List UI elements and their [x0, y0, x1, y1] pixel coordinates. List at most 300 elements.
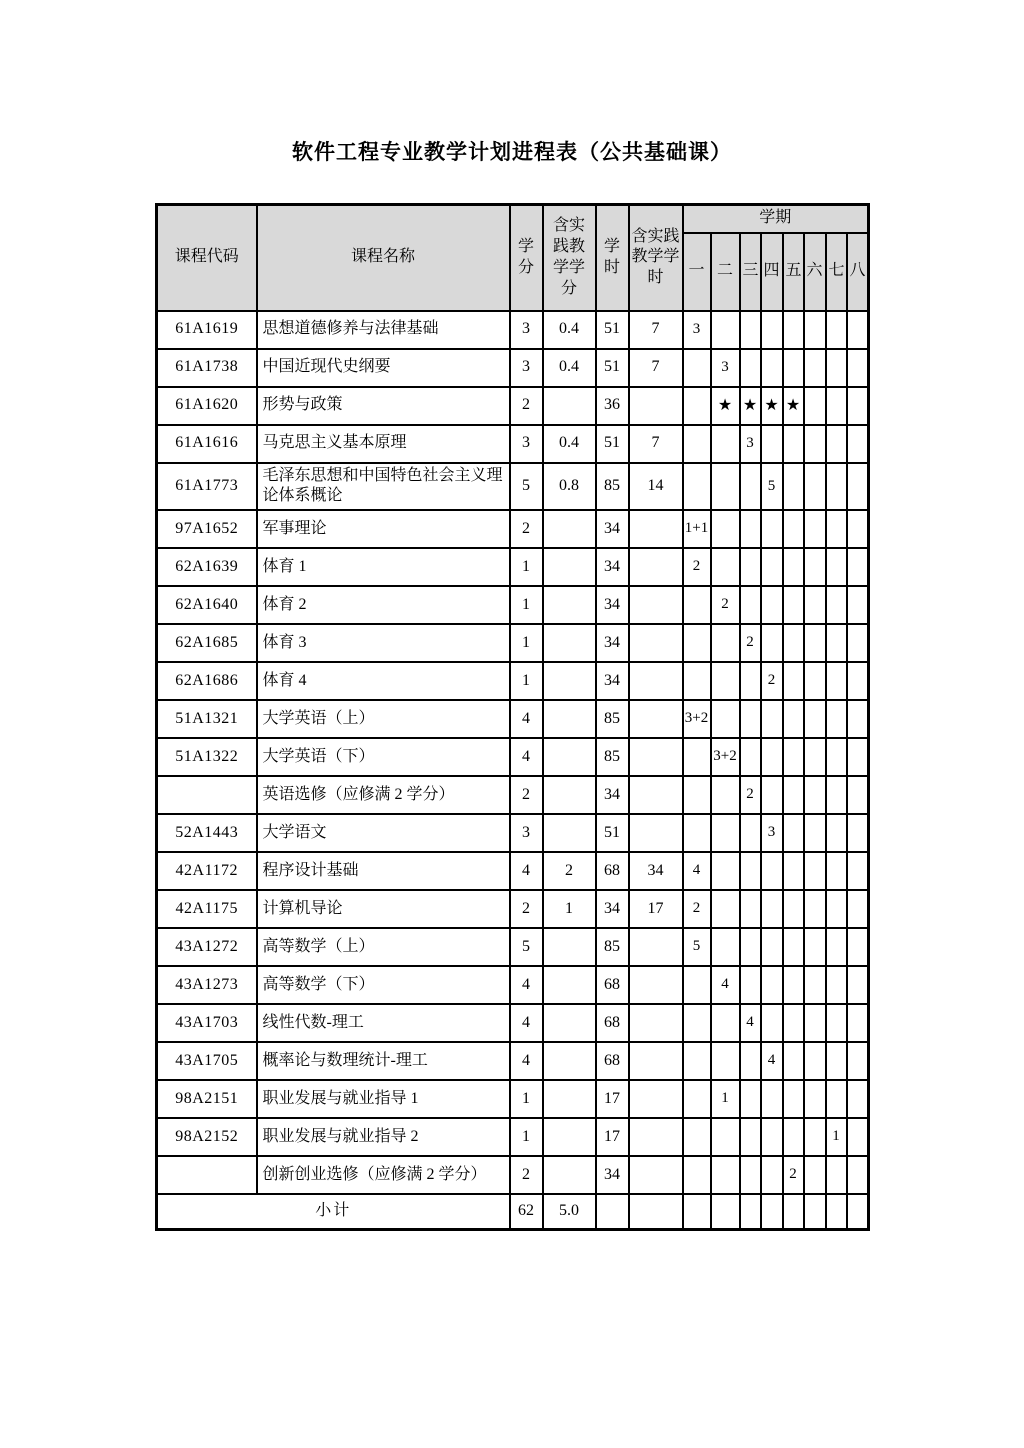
semester-cell [847, 738, 869, 776]
semester-cell [826, 1042, 847, 1080]
semester-cell [847, 662, 869, 700]
subtotal-hours [596, 1194, 629, 1229]
practice-hours-cell: 14 [629, 463, 683, 511]
semester-cell [740, 510, 761, 548]
semester-cell [761, 1004, 783, 1042]
semester-cell [804, 776, 826, 814]
semester-cell [740, 738, 761, 776]
semester-cell [683, 814, 711, 852]
hours-cell: 68 [596, 852, 629, 890]
semester-cell [783, 890, 804, 928]
credits-cell: 1 [510, 662, 543, 700]
semester-cell [826, 586, 847, 624]
course-code-cell [157, 1156, 257, 1194]
semester-cell [740, 1156, 761, 1194]
semester-cell [847, 776, 869, 814]
header-practice-hours: 含实践教学学时 [629, 205, 683, 311]
semester-cell [711, 548, 740, 586]
header-semester-6: 六 [804, 233, 826, 311]
header-semester: 学期 [683, 205, 869, 233]
credits-cell: 2 [510, 776, 543, 814]
semester-cell [804, 966, 826, 1004]
practice-credits-cell: 0.8 [543, 463, 596, 511]
subtotal-semester-cell [826, 1194, 847, 1229]
semester-cell [847, 966, 869, 1004]
semester-cell [683, 662, 711, 700]
hours-cell: 34 [596, 776, 629, 814]
credits-cell: 2 [510, 890, 543, 928]
credits-cell: 1 [510, 586, 543, 624]
semester-cell [761, 890, 783, 928]
course-code-cell: 61A1616 [157, 425, 257, 463]
header-practice-credits: 含实践教学学分 [543, 205, 596, 311]
semester-cell [783, 700, 804, 738]
semester-cell [711, 776, 740, 814]
practice-hours-cell [629, 548, 683, 586]
course-name-cell: 英语选修（应修满 2 学分） [257, 776, 510, 814]
course-code-cell: 98A2151 [157, 1080, 257, 1118]
semester-cell [783, 1118, 804, 1156]
subtotal-semester-cell [783, 1194, 804, 1229]
course-code-cell: 61A1620 [157, 387, 257, 425]
semester-cell [683, 624, 711, 662]
semester-cell [783, 624, 804, 662]
semester-cell [783, 1004, 804, 1042]
semester-cell: 2 [683, 890, 711, 928]
practice-hours-cell [629, 738, 683, 776]
semester-cell [783, 425, 804, 463]
semester-cell [826, 776, 847, 814]
subtotal-semester-cell [711, 1194, 740, 1229]
course-row [157, 1004, 869, 1042]
table-body [157, 311, 869, 1195]
semester-cell [740, 311, 761, 349]
semester-cell [711, 814, 740, 852]
course-name-cell: 职业发展与就业指导 1 [257, 1080, 510, 1118]
semester-cell [826, 463, 847, 511]
semester-cell [740, 463, 761, 511]
semester-cell [847, 1080, 869, 1118]
semester-cell [804, 1042, 826, 1080]
practice-credits-cell [543, 738, 596, 776]
practice-credits-cell [543, 548, 596, 586]
semester-cell [783, 966, 804, 1004]
semester-cell [826, 1004, 847, 1042]
practice-credits-cell [543, 814, 596, 852]
course-code-cell: 42A1175 [157, 890, 257, 928]
course-code-cell: 51A1321 [157, 700, 257, 738]
semester-cell: 1+1 [683, 510, 711, 548]
subtotal-semester-cell [740, 1194, 761, 1229]
header-semester-2: 二 [711, 233, 740, 311]
semester-cell [683, 425, 711, 463]
credits-cell: 4 [510, 1004, 543, 1042]
course-row [157, 1042, 869, 1080]
semester-cell: 5 [683, 928, 711, 966]
semester-cell [804, 738, 826, 776]
course-name-cell: 高等数学（上） [257, 928, 510, 966]
semester-cell [783, 510, 804, 548]
semester-cell [711, 1156, 740, 1194]
credits-cell: 4 [510, 966, 543, 1004]
semester-cell [711, 700, 740, 738]
semester-cell [804, 387, 826, 425]
table-header [157, 205, 869, 311]
course-row [157, 349, 869, 387]
semester-cell [761, 928, 783, 966]
credits-cell: 4 [510, 700, 543, 738]
semester-cell [826, 700, 847, 738]
practice-credits-cell: 0.4 [543, 349, 596, 387]
semester-cell: 3 [711, 349, 740, 387]
semester-cell: 2 [783, 1156, 804, 1194]
hours-cell: 36 [596, 387, 629, 425]
practice-credits-cell: 2 [543, 852, 596, 890]
semester-cell [804, 700, 826, 738]
semester-cell [804, 928, 826, 966]
semester-cell [761, 1118, 783, 1156]
course-row [157, 890, 869, 928]
semester-cell [804, 1118, 826, 1156]
semester-cell [683, 349, 711, 387]
credits-cell: 2 [510, 510, 543, 548]
semester-cell: 3+2 [711, 738, 740, 776]
semester-cell [847, 1042, 869, 1080]
hours-cell: 68 [596, 1042, 629, 1080]
course-row [157, 311, 869, 349]
practice-hours-cell: 7 [629, 349, 683, 387]
semester-cell: 2 [711, 586, 740, 624]
semester-cell [847, 311, 869, 349]
semester-cell [804, 1080, 826, 1118]
semester-cell [783, 776, 804, 814]
hours-cell: 34 [596, 510, 629, 548]
practice-credits-cell [543, 586, 596, 624]
course-row [157, 1156, 869, 1194]
semester-cell [740, 814, 761, 852]
semester-cell [683, 738, 711, 776]
credits-cell: 1 [510, 1080, 543, 1118]
semester-cell [683, 966, 711, 1004]
semester-cell [761, 776, 783, 814]
hours-cell: 51 [596, 814, 629, 852]
course-name-cell: 线性代数-理工 [257, 1004, 510, 1042]
semester-cell [804, 890, 826, 928]
course-name-cell: 中国近现代史纲要 [257, 349, 510, 387]
course-code-cell: 62A1640 [157, 586, 257, 624]
semester-cell: 3 [683, 311, 711, 349]
hours-cell: 34 [596, 624, 629, 662]
practice-credits-cell [543, 1004, 596, 1042]
semester-cell [783, 738, 804, 776]
hours-cell: 51 [596, 311, 629, 349]
semester-cell: ★ [783, 387, 804, 425]
semester-cell [804, 349, 826, 387]
course-row [157, 510, 869, 548]
semester-cell [761, 700, 783, 738]
page-title: 软件工程专业教学计划进程表（公共基础课） [292, 140, 732, 164]
semester-cell [761, 1156, 783, 1194]
course-row [157, 1118, 869, 1156]
semester-cell [826, 548, 847, 586]
semester-cell: 4 [761, 1042, 783, 1080]
subtotal-semester-cell [683, 1194, 711, 1229]
course-name-cell: 体育 3 [257, 624, 510, 662]
semester-cell [783, 349, 804, 387]
semester-cell: 1 [711, 1080, 740, 1118]
semester-cell [804, 814, 826, 852]
course-code-cell: 61A1738 [157, 349, 257, 387]
course-name-cell: 职业发展与就业指导 2 [257, 1118, 510, 1156]
credits-cell: 1 [510, 1118, 543, 1156]
course-code-cell [157, 776, 257, 814]
semester-cell [826, 624, 847, 662]
course-name-cell: 创新创业选修（应修满 2 学分） [257, 1156, 510, 1194]
hours-cell: 51 [596, 425, 629, 463]
credits-cell: 5 [510, 928, 543, 966]
practice-credits-cell: 0.4 [543, 425, 596, 463]
credits-cell: 2 [510, 387, 543, 425]
semester-cell [783, 463, 804, 511]
practice-credits-cell [543, 1042, 596, 1080]
credits-cell: 2 [510, 1156, 543, 1194]
semester-cell [740, 1080, 761, 1118]
course-code-cell: 62A1685 [157, 624, 257, 662]
semester-cell [804, 311, 826, 349]
semester-cell [847, 1156, 869, 1194]
semester-cell [711, 463, 740, 511]
course-name-cell: 形势与政策 [257, 387, 510, 425]
course-name-cell: 体育 4 [257, 662, 510, 700]
hours-cell: 34 [596, 548, 629, 586]
practice-credits-cell [543, 1080, 596, 1118]
practice-credits-cell: 1 [543, 890, 596, 928]
semester-cell [826, 966, 847, 1004]
practice-hours-cell [629, 1118, 683, 1156]
semester-cell [783, 548, 804, 586]
practice-hours-cell [629, 814, 683, 852]
course-name-cell: 大学英语（下） [257, 738, 510, 776]
course-name-cell: 大学语文 [257, 814, 510, 852]
semester-cell [711, 928, 740, 966]
semester-cell [847, 928, 869, 966]
semester-cell [783, 928, 804, 966]
semester-cell [711, 311, 740, 349]
semester-cell: 4 [711, 966, 740, 1004]
semester-cell [711, 1004, 740, 1042]
semester-cell [847, 700, 869, 738]
course-row [157, 700, 869, 738]
semester-cell: 2 [683, 548, 711, 586]
semester-cell: 3+2 [683, 700, 711, 738]
semester-cell: 1 [826, 1118, 847, 1156]
credits-cell: 3 [510, 425, 543, 463]
hours-cell: 17 [596, 1080, 629, 1118]
semester-cell [740, 852, 761, 890]
semester-cell [847, 624, 869, 662]
subtotal-credits: 62 [510, 1194, 543, 1229]
practice-hours-cell [629, 1042, 683, 1080]
semester-cell [826, 852, 847, 890]
semester-cell [783, 814, 804, 852]
semester-cell [826, 1080, 847, 1118]
header-row-main [157, 205, 869, 233]
semester-cell: ★ [740, 387, 761, 425]
course-name-cell: 马克思主义基本原理 [257, 425, 510, 463]
course-code-cell: 61A1619 [157, 311, 257, 349]
semester-cell [847, 387, 869, 425]
semester-cell [804, 852, 826, 890]
course-row [157, 387, 869, 425]
semester-cell [740, 1042, 761, 1080]
hours-cell: 85 [596, 700, 629, 738]
semester-cell: 3 [761, 814, 783, 852]
credits-cell: 4 [510, 738, 543, 776]
semester-cell: 4 [683, 852, 711, 890]
semester-cell [847, 1118, 869, 1156]
semester-cell [826, 387, 847, 425]
credits-cell: 4 [510, 1042, 543, 1080]
course-row [157, 814, 869, 852]
semester-cell [761, 510, 783, 548]
semester-cell [826, 1156, 847, 1194]
header-semester-8: 八 [847, 233, 869, 311]
semester-cell [826, 814, 847, 852]
course-name-cell: 毛泽东思想和中国特色社会主义理论体系概论 [257, 463, 510, 511]
semester-cell [783, 311, 804, 349]
semester-cell: 2 [740, 624, 761, 662]
practice-credits-cell [543, 1156, 596, 1194]
semester-cell [826, 425, 847, 463]
semester-cell: 4 [740, 1004, 761, 1042]
practice-hours-cell: 17 [629, 890, 683, 928]
header-semester-7: 七 [826, 233, 847, 311]
course-row [157, 425, 869, 463]
semester-cell [847, 425, 869, 463]
semester-cell [683, 387, 711, 425]
course-name-cell: 体育 1 [257, 548, 510, 586]
semester-cell [847, 852, 869, 890]
practice-hours-cell [629, 966, 683, 1004]
course-code-cell: 43A1272 [157, 928, 257, 966]
semester-cell [740, 928, 761, 966]
semester-cell [804, 463, 826, 511]
practice-credits-cell [543, 662, 596, 700]
semester-cell [683, 1156, 711, 1194]
semester-cell [740, 586, 761, 624]
course-code-cell: 43A1703 [157, 1004, 257, 1042]
course-code-cell: 62A1639 [157, 548, 257, 586]
course-code-cell: 52A1443 [157, 814, 257, 852]
semester-cell [847, 814, 869, 852]
subtotal-practice-credits: 5.0 [543, 1194, 596, 1229]
semester-cell [826, 890, 847, 928]
header-credits: 学分 [510, 205, 543, 311]
course-name-cell: 思想道德修养与法律基础 [257, 311, 510, 349]
header-course-name: 课程名称 [257, 205, 510, 311]
practice-hours-cell: 34 [629, 852, 683, 890]
semester-cell [761, 1080, 783, 1118]
course-name-cell: 高等数学（下） [257, 966, 510, 1004]
course-code-cell: 61A1773 [157, 463, 257, 511]
practice-hours-cell [629, 1004, 683, 1042]
practice-hours-cell [629, 586, 683, 624]
semester-cell [804, 1156, 826, 1194]
course-row [157, 548, 869, 586]
course-code-cell: 43A1273 [157, 966, 257, 1004]
semester-cell [711, 510, 740, 548]
course-code-cell: 42A1172 [157, 852, 257, 890]
semester-cell [683, 1004, 711, 1042]
header-course-code: 课程代码 [157, 205, 257, 311]
subtotal-label: 小计 [157, 1194, 510, 1229]
semester-cell: ★ [711, 387, 740, 425]
semester-cell [683, 1080, 711, 1118]
semester-cell [826, 311, 847, 349]
course-row [157, 624, 869, 662]
semester-cell [847, 510, 869, 548]
header-semester-4: 四 [761, 233, 783, 311]
curriculum-table [155, 203, 870, 1231]
course-row [157, 738, 869, 776]
semester-cell [761, 548, 783, 586]
hours-cell: 17 [596, 1118, 629, 1156]
semester-cell [783, 662, 804, 700]
course-code-cell: 51A1322 [157, 738, 257, 776]
subtotal-practice-hours [629, 1194, 683, 1229]
credits-cell: 1 [510, 548, 543, 586]
semester-cell [783, 1080, 804, 1118]
semester-cell [826, 928, 847, 966]
semester-cell [711, 662, 740, 700]
semester-cell: 5 [761, 463, 783, 511]
course-row [157, 852, 869, 890]
semester-cell [740, 1118, 761, 1156]
practice-credits-cell [543, 928, 596, 966]
subtotal-semester-cell [847, 1194, 869, 1229]
semester-cell [804, 586, 826, 624]
practice-hours-cell [629, 928, 683, 966]
semester-cell [683, 1042, 711, 1080]
practice-hours-cell [629, 700, 683, 738]
semester-cell: ★ [761, 387, 783, 425]
practice-hours-cell [629, 387, 683, 425]
practice-credits-cell [543, 966, 596, 1004]
course-name-cell: 体育 2 [257, 586, 510, 624]
semester-cell: 3 [740, 425, 761, 463]
semester-cell [847, 349, 869, 387]
semester-cell [761, 852, 783, 890]
credits-cell: 1 [510, 624, 543, 662]
course-code-cell: 62A1686 [157, 662, 257, 700]
semester-cell [826, 349, 847, 387]
semester-cell: 2 [740, 776, 761, 814]
header-semester-3: 三 [740, 233, 761, 311]
hours-cell: 34 [596, 662, 629, 700]
semester-cell: 2 [761, 662, 783, 700]
practice-hours-cell: 7 [629, 425, 683, 463]
subtotal-semester-cell [761, 1194, 783, 1229]
semester-cell [804, 1004, 826, 1042]
semester-cell [804, 662, 826, 700]
semester-cell [826, 510, 847, 548]
semester-cell [761, 738, 783, 776]
hours-cell: 34 [596, 586, 629, 624]
practice-credits-cell: 0.4 [543, 311, 596, 349]
hours-cell: 85 [596, 738, 629, 776]
course-name-cell: 计算机导论 [257, 890, 510, 928]
semester-cell [804, 510, 826, 548]
